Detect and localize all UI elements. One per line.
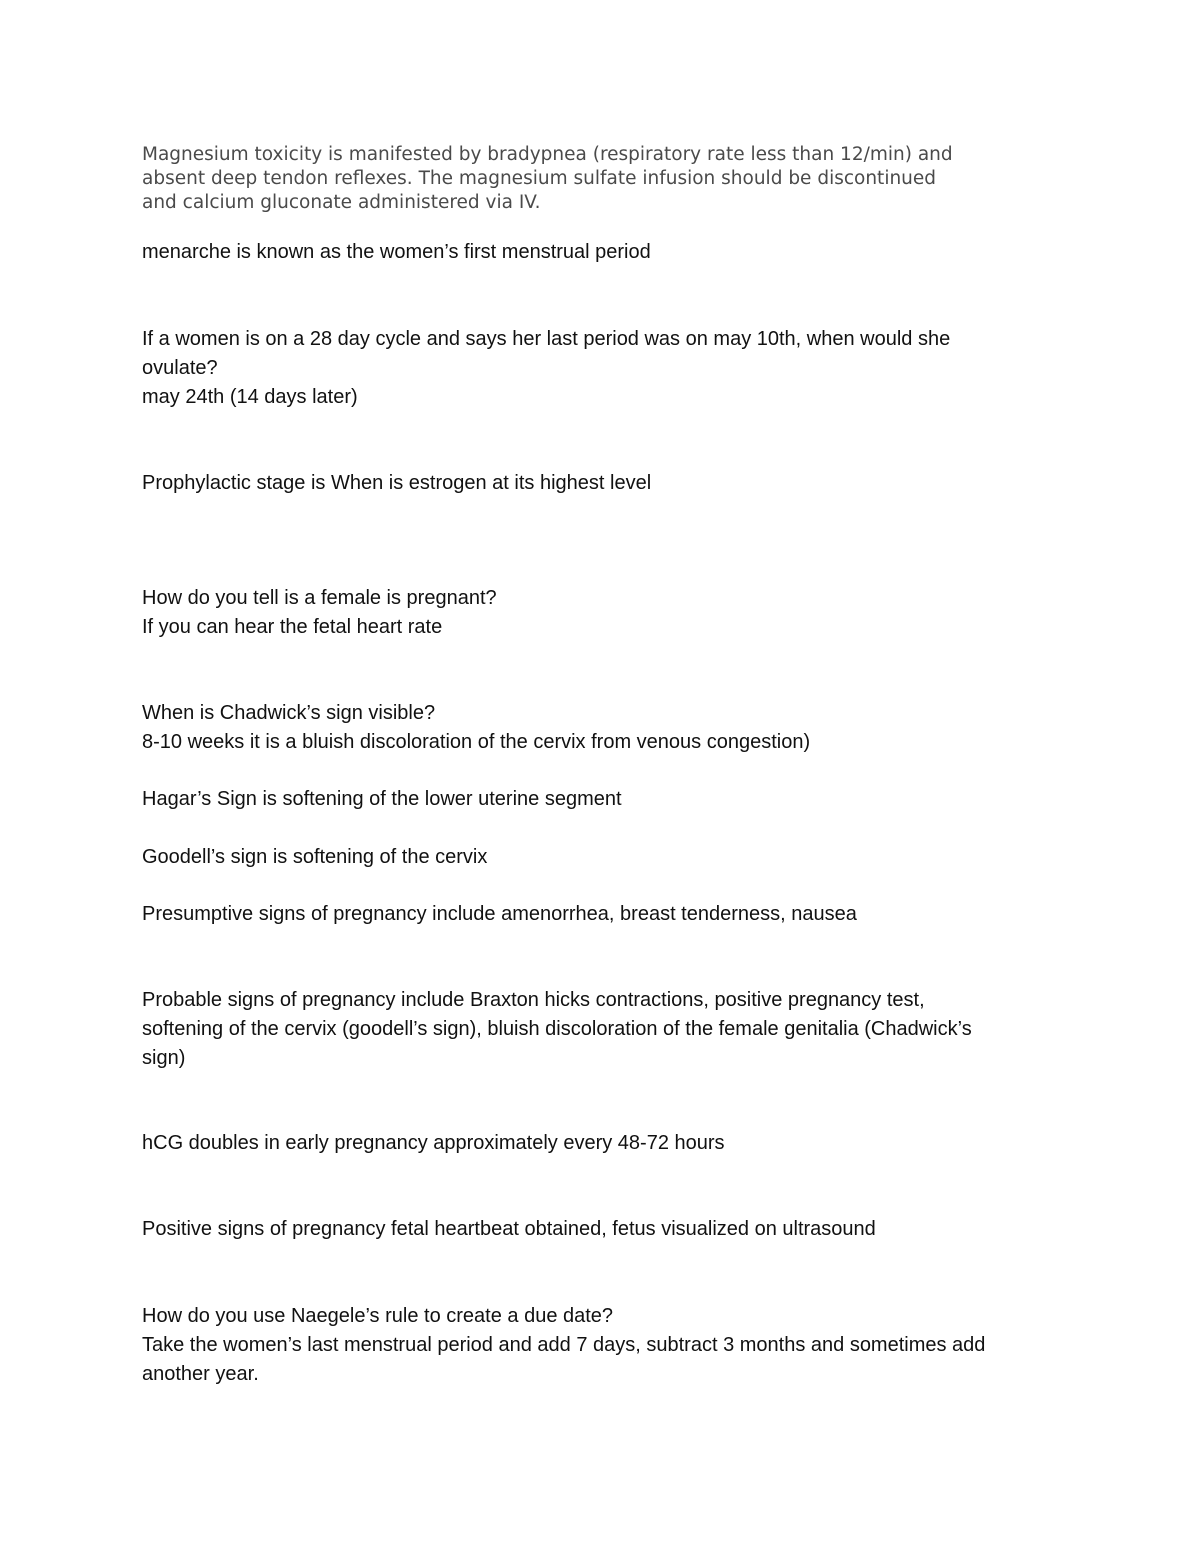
ovulation-question-line-2: ovulate?: [142, 357, 218, 379]
hcg-line-1: hCG doubles in early pregnancy approximately every 48-72 hours: [142, 1132, 725, 1154]
chadwick-question: When is Chadwick’s sign visible?: [142, 702, 436, 724]
hagar-line-1: Hagar’s Sign is softening of the lower uterine segment: [142, 788, 622, 810]
menarche-line-1: menarche is known as the women’s first menstrual period: [142, 241, 651, 263]
magnesium-line-3: and calcium gluconate administered via IV.: [142, 192, 541, 213]
positive-line-1: Positive signs of pregnancy fetal heartbeat obtained, fetus visualized on ultrasound: [142, 1218, 876, 1240]
probable-line-1: Probable signs of pregnancy include Braxton hicks contractions, positive pregnancy test,: [142, 989, 925, 1011]
prophylactic-line-1: Prophylactic stage is When is estrogen at its highest level: [142, 472, 652, 494]
probable-line-2: softening of the cervix (goodell’s sign), bluish discoloration of the female genitalia (Chadwick’s: [142, 1018, 972, 1040]
chadwick-answer: 8-10 weeks it is a bluish discoloration of the cervix from venous congestion): [142, 731, 811, 753]
presumptive-line-1: Presumptive signs of pregnancy include amenorrhea, breast tenderness, nausea: [142, 903, 857, 925]
pregnant-question: How do you tell is a female is pregnant?: [142, 587, 497, 609]
magnesium-line-2: absent deep tendon reflexes. The magnesium sulfate infusion should be discontinued: [142, 168, 937, 189]
goodell-line-1: Goodell’s sign is softening of the cervix: [142, 846, 488, 868]
ovulation-question-line-1: If a women is on a 28 day cycle and says her last period was on may 10th, when would she: [142, 328, 951, 350]
ovulation-answer: may 24th (14 days later): [142, 386, 358, 408]
naegele-answer-line-1: Take the women’s last menstrual period and add 7 days, subtract 3 months and sometimes add: [142, 1334, 986, 1356]
pregnant-answer: If you can hear the fetal heart rate: [142, 616, 443, 638]
naegele-answer-line-2: another year.: [142, 1363, 259, 1385]
probable-line-3: sign): [142, 1047, 186, 1069]
magnesium-line-1: Magnesium toxicity is manifested by bradypnea (respiratory rate less than 12/min) and: [142, 144, 953, 165]
naegele-question: How do you use Naegele’s rule to create a due date?: [142, 1305, 614, 1327]
